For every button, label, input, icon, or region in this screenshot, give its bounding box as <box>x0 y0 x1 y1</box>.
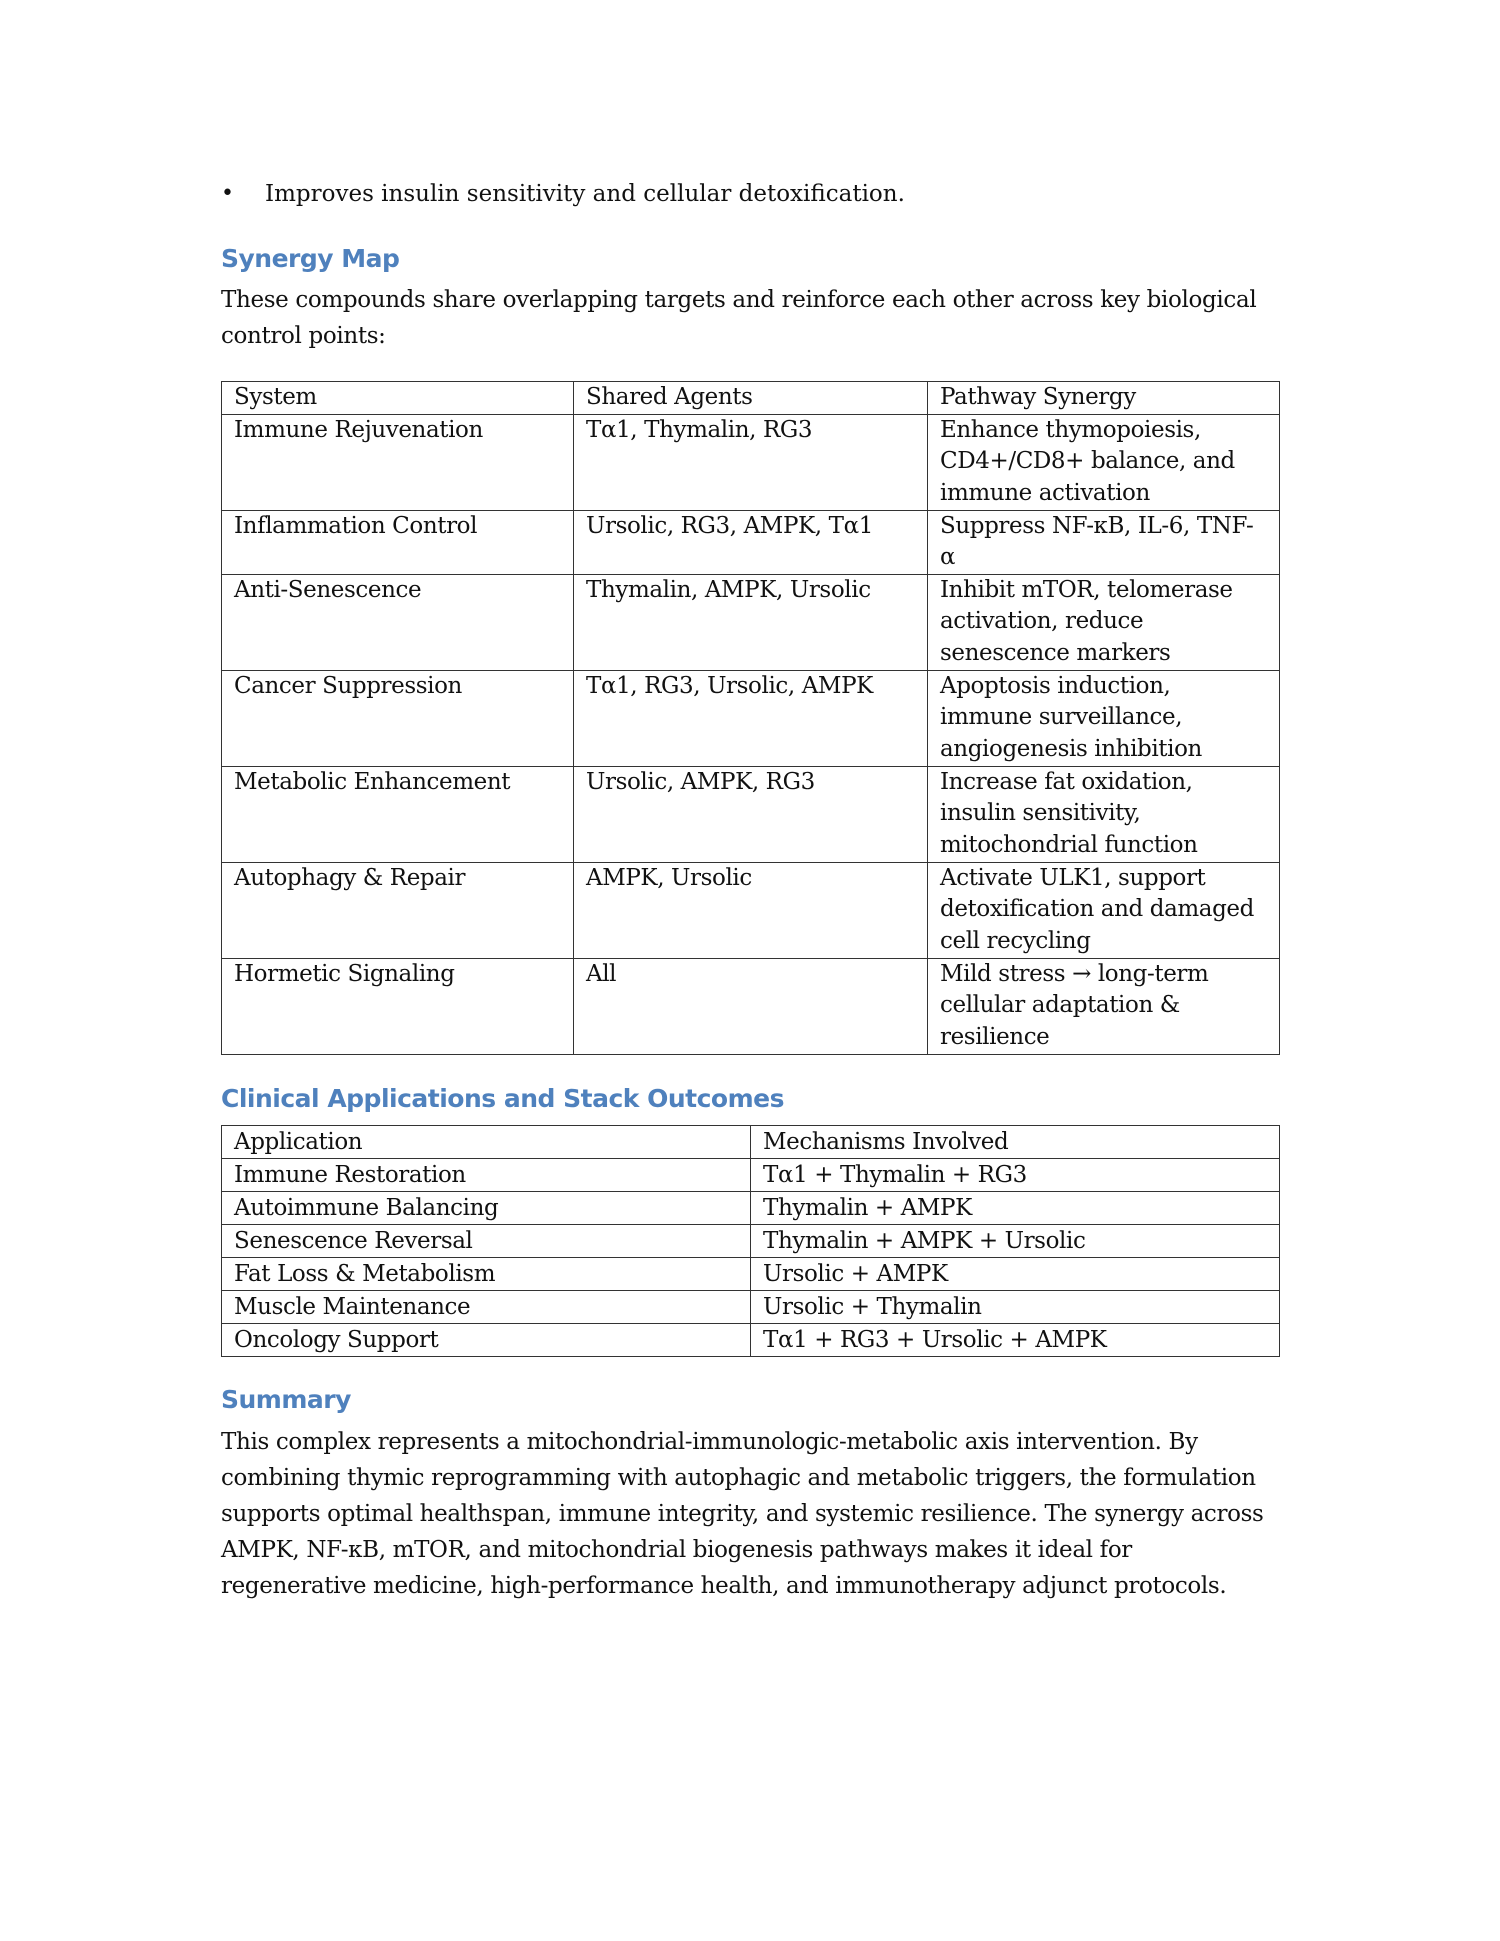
cell-application: Muscle Maintenance <box>222 1291 751 1324</box>
cell-system: Immune Rejuvenation <box>222 414 574 510</box>
column-header-application: Application <box>222 1126 751 1159</box>
column-header-pathway-synergy: Pathway Synergy <box>928 382 1280 415</box>
synergy-map-table <box>221 381 1280 1055</box>
cell-application: Oncology Support <box>222 1324 751 1357</box>
table-row <box>222 1291 1280 1324</box>
cell-agents: Ursolic, AMPK, RG3 <box>574 766 928 862</box>
cell-agents: Thymalin, AMPK, Ursolic <box>574 574 928 670</box>
synergy-map-intro: These compounds share overlapping targets and reinforce each other across key biological control points: <box>221 287 1257 349</box>
table-row <box>222 1159 1280 1192</box>
cell-system: Metabolic Enhancement <box>222 766 574 862</box>
table-header-row <box>222 382 1280 415</box>
clinical-applications-heading: Clinical Applications and Stack Outcomes <box>221 1084 784 1113</box>
cell-mechanisms: Tα1 + Thymalin + RG3 <box>751 1159 1280 1192</box>
cell-system: Autophagy & Repair <box>222 862 574 958</box>
cell-pathway: Increase fat oxidation, insulin sensitivity, mitochondrial function <box>928 766 1280 862</box>
cell-pathway: Apoptosis induction, immune surveillance, angiogenesis inhibition <box>928 670 1280 766</box>
cell-pathway: Mild stress → long-term cellular adaptation & resilience <box>928 958 1280 1054</box>
cell-mechanisms: Ursolic + AMPK <box>751 1258 1280 1291</box>
cell-mechanisms: Thymalin + AMPK <box>751 1192 1280 1225</box>
cell-system: Anti-Senescence <box>222 574 574 670</box>
cell-application: Senescence Reversal <box>222 1225 751 1258</box>
table-row <box>222 1258 1280 1291</box>
summary-paragraph: This complex represents a mitochondrial-immunologic-metabolic axis intervention. By combining thymic reprogramming with autophagic and metabolic triggers, the formulation supports optimal healthspan, immune integrity, and systemic resilience. The synergy across AMPK, NF-κB, mTOR, and mitochondrial biogenesis pathways makes it ideal for regenerative medicine, high-performance health, and immunotherapy adjunct protocols. <box>221 1429 1264 1599</box>
cell-pathway: Activate ULK1, support detoxification and damaged cell recycling <box>928 862 1280 958</box>
cell-mechanisms: Thymalin + AMPK + Ursolic <box>751 1225 1280 1258</box>
table-row <box>222 1192 1280 1225</box>
cell-system: Cancer Suppression <box>222 670 574 766</box>
column-header-system: System <box>222 382 574 415</box>
column-header-mechanisms: Mechanisms Involved <box>751 1126 1280 1159</box>
table-row <box>222 1324 1280 1357</box>
cell-agents: AMPK, Ursolic <box>574 862 928 958</box>
cell-agents: Tα1, RG3, Ursolic, AMPK <box>574 670 928 766</box>
column-header-shared-agents: Shared Agents <box>574 382 928 415</box>
cell-application: Autoimmune Balancing <box>222 1192 751 1225</box>
cell-application: Fat Loss & Metabolism <box>222 1258 751 1291</box>
table-row <box>222 574 1280 670</box>
cell-pathway: Inhibit mTOR, telomerase activation, reduce senescence markers <box>928 574 1280 670</box>
cell-pathway: Enhance thymopoiesis, CD4+/CD8+ balance, and immune activation <box>928 414 1280 510</box>
table-row <box>222 958 1280 1054</box>
table-row <box>222 1225 1280 1258</box>
bullet-icon: • <box>221 181 234 206</box>
table-row <box>222 670 1280 766</box>
table-row <box>222 766 1280 862</box>
cell-system: Inflammation Control <box>222 510 574 574</box>
cell-agents: Ursolic, RG3, AMPK, Tα1 <box>574 510 928 574</box>
cell-mechanisms: Tα1 + RG3 + Ursolic + AMPK <box>751 1324 1280 1357</box>
table-row <box>222 510 1280 574</box>
cell-mechanisms: Ursolic + Thymalin <box>751 1291 1280 1324</box>
cell-system: Hormetic Signaling <box>222 958 574 1054</box>
table-row <box>222 414 1280 510</box>
cell-pathway: Suppress NF-κB, IL-6, TNF-α <box>928 510 1280 574</box>
bullet-text: Improves insulin sensitivity and cellular detoxification. <box>265 181 905 207</box>
table-header-row <box>222 1126 1280 1159</box>
cell-application: Immune Restoration <box>222 1159 751 1192</box>
summary-heading: Summary <box>221 1385 351 1414</box>
synergy-map-heading: Synergy Map <box>221 244 400 273</box>
cell-agents: All <box>574 958 928 1054</box>
clinical-applications-table <box>221 1125 1280 1357</box>
cell-agents: Tα1, Thymalin, RG3 <box>574 414 928 510</box>
table-row <box>222 862 1280 958</box>
